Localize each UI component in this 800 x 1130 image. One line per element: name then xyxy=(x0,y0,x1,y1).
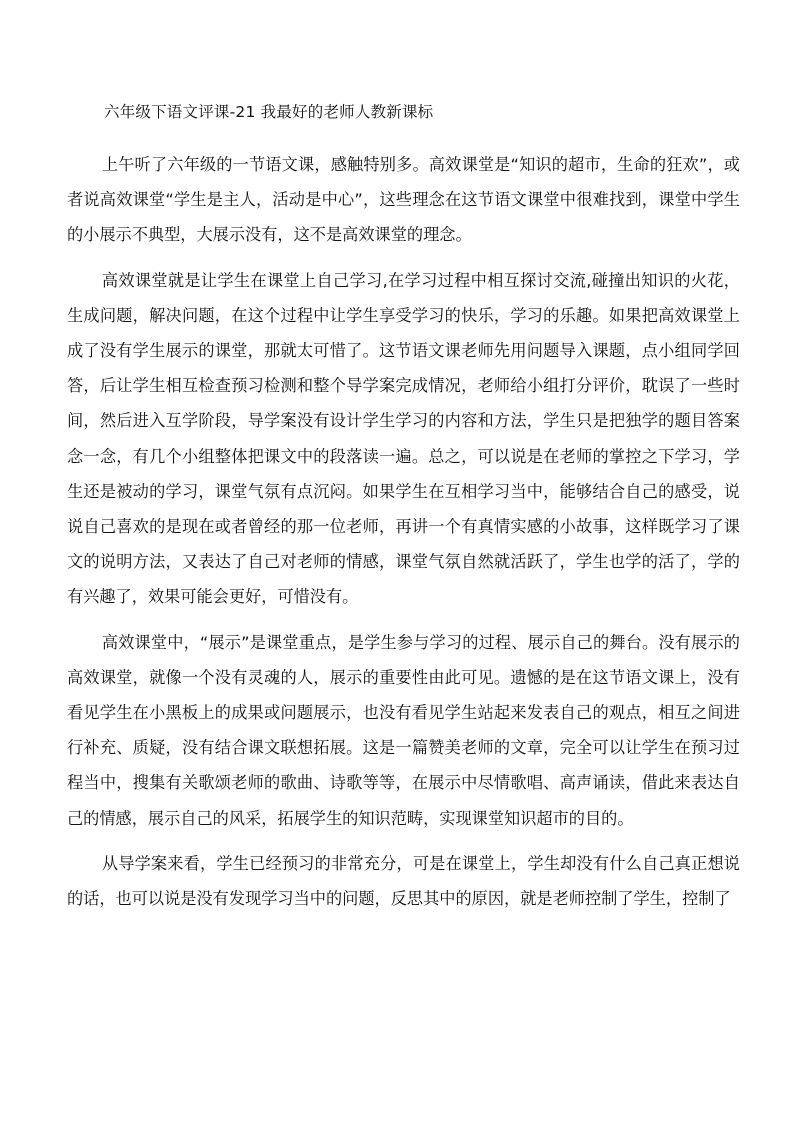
paragraph-2: 高效课堂就是让学生在课堂上自己学习,在学习过程中相互探讨交流,碰撞出知识的火花，生成问题，解决问题，在这个过程中让学生享受学习的快乐，学习的乐趣。如果把高效课堂上成了没有学生展示的课堂，那就太可惜了。这节语文课老师先用问题导入课题，点小组同学回答，后让学生相互检查预习检测和整个导学案完成情况，老师给小组打分评价，耽误了一些时间，然后进入互学阶段，导学案没有设计学生学习的内容和方法，学生只是把独学的题目答案念一念，有几个小组整体把课文中的段落读一遍。总之，可以说是在老师的掌控之下学习，学生还是被动的学习，课堂气氛有点沉闷。如果学生在互相学习当中，能够结合自己的感受，说说自己喜欢的是现在或者曾经的那一位老师，再讲一个有真情实感的小故事，这样既学习了课文的说明方法，又表达了自己对老师的情感，课堂气氛自然就活跃了，学生也学的活了，学的有兴趣了，效果可能会更好，可惜没有。 xyxy=(67,270,740,607)
paragraph-3: 高效课堂中，“展示”是课堂重点，是学生参与学习的过程、展示自己的舞台。没有展示的高效课堂，就像一个没有灵魂的人，展示的重要性由此可见。遗憾的是在这节语文课上，没有看见学生在小黑板上的成果或问题展示，也没有看见学生站起来发表自己的观点，相互之间进行补充、质疑，没有结合课文联想拓展。这是一篇赞美老师的文章，完全可以让学生在预习过程当中，搜集有关歌颂老师的歌曲、诗歌等等，在展示中尽情歌唱、高声诵读，借此来表达自己的情感，展示自己的风采，拓展学生的知识范畴，实现课堂知识超市的目的。 xyxy=(67,632,740,828)
paragraph-1: 上午听了六年级的一节语文课，感触特别多。高效课堂是“知识的超市，生命的狂欢”，或者说高效课堂“学生是主人，活动是中心”，这些理念在这节语文课堂中很难找到，课堂中学生的小展示不典型，大展示没有，这不是高效课堂的理念。 xyxy=(67,155,740,245)
paragraph-4: 从导学案来看，学生已经预习的非常充分，可是在课堂上，学生却没有什么自己真正想说的话，也可以说是没有发现学习当中的问题，反思其中的原因，就是老师控制了学生，控制了 xyxy=(67,853,740,909)
document-body xyxy=(67,147,740,916)
document-title: 六年级下语文评课-21 我最好的老师人教新课标 xyxy=(104,103,434,121)
